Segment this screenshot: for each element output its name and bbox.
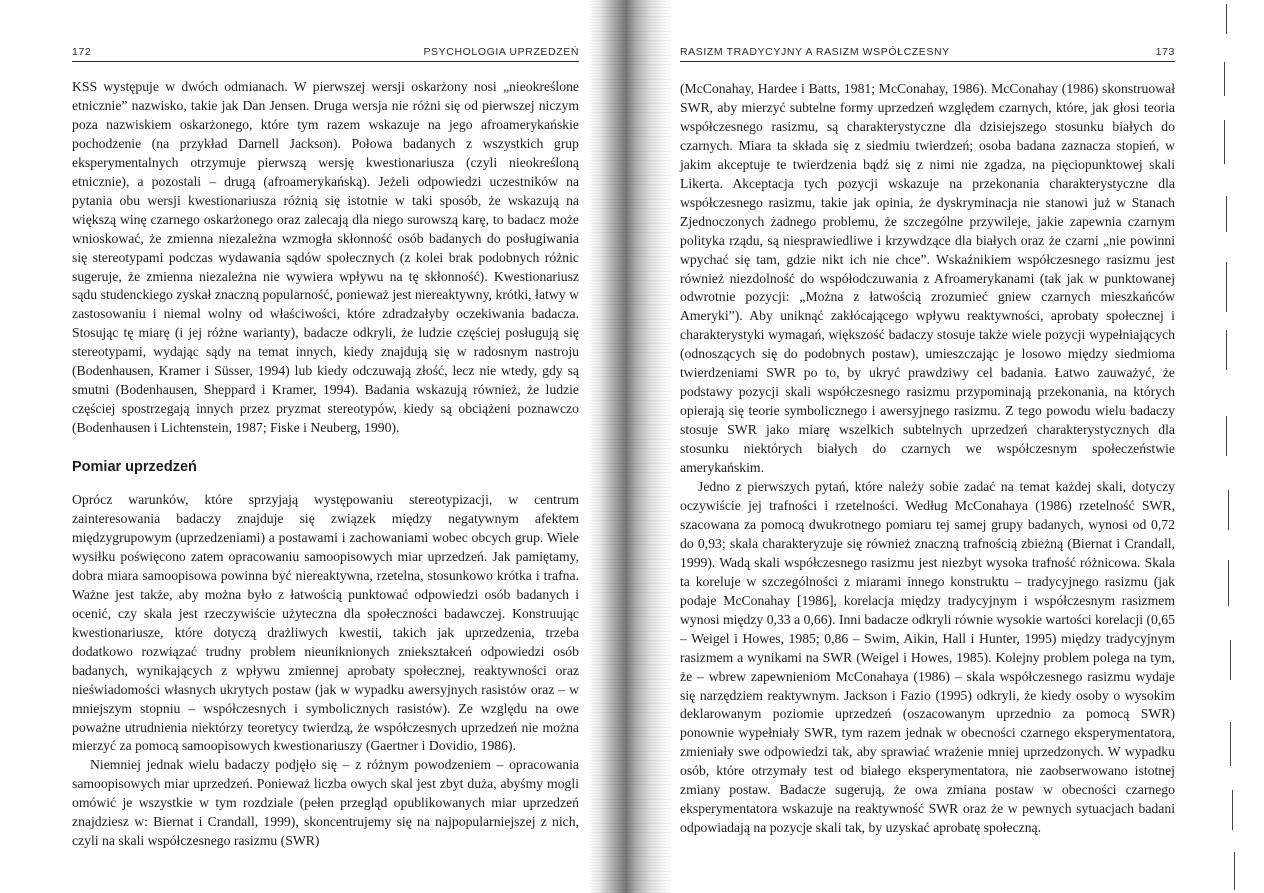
left-section-paragraph-1: Oprócz warunków, które sprzyjają występowaniu stereotypizacji, w centrum zainteresowania badaczy znajduje się związek między negatywnym afektem międzygrupowym (uprzedzeniami) a postawami i zachowaniami wobec obcych grup. Wiele wysiłku poświęcono zatem opracowaniu samoopisowych miar uprzedzeń. Jak pamiętamy, dobra miara samoopisowa powinna być niereaktywna, rzetelna, stosunkowo krótka i trafna. Ważne jest także, aby można było z łatwością punktować odpowiedzi osób badanych i ocenić, czy skala jest rzeczywiście użyteczna dla społeczności badawczej. Konstruując kwestionariusze, które dotyczą drażliwych kwestii, takich jak uprzedzenia, trzeba dodatkowo rozwiązać trudny problem nieuniknionych zniekształceń odpowiedzi osób badanych, wynikających z wpływu zmiennej aprobaty społecznej, reaktywności oraz nieświadomości własnych ukrytych postaw (jak w wypadku awersyjnych rasistów oraz – w mniejszym stopniu – współczesnych i symbolicznych rasistów). Ze względu na owe poważne utrudnienia niektórzy teoretycy twierdzą, że współczesnych uprzedzeń nie można mierzyć za pomocą samoopisowych kwestionariuszy (Gaertner i Dovidio, 1986). [72, 492, 579, 754]
left-running-head: PSYCHOLOGIA UPRZEDZEŃ [423, 46, 579, 58]
left-paragraph-1: KSS występuje w dwóch odmianach. W pierwszej wersji oskarżony nosi „nieokreślone etnicznie” nazwisko, takie jak Dan Jensen. Druga wersja nie różni się od pierwszej niczym poza nazwiskiem oskarżonego, które tym razem wskazuje na jego afroamerykańskie pochodzenie (na przykład Darnell Jackson). Połowa badanych z wszystkich grup eksperymentalnych otrzymuje pierwszą wersję kwestionariusza (czyli nieokreśloną etnicznie), a pozostali – drugą (afroamerykańską). Jeżeli odpowiedzi uczestników na pytania obu wersji kwestionariusza różnią się istotnie w taki sposób, że wskazują na większą winę czarnego oskarżonego oraz zalecają dla niego surowszą karę, to badacz może wnioskować, że zmienna niezależna wzmogła skłonność osób badanych do posługiwania się stereotypami podczas wydawania sądów społecznych (z kolei brak podobnych różnic sugeruje, że zmienna niezależna nie wywiera wpływu na tę skłonność). Kwestionariusz sądu studenckiego zyskał znaczną popularność, ponieważ jest niereaktywny, krótki, łatwy w zastosowaniu i niemal wolny od właściwości, które zdradzałyby oczekiwania badacza. Stosując tę miarę (i jej różne warianty), badacze odkryli, że ludzie częściej posługują się stereotypami, wydając sądy na temat innych, kiedy znajdują się w radosnym nastroju (Bodenhausen, Kramer i Süsser, 1994) lub kiedy odczuwają złość, lecz nie wtedy, gdy są smutni (Bodenhausen, Sheppard i Kramer, 1994). Badania wskazują również, że ludzie częściej spostrzegają innych przez pryzmat stereotypów, kiedy są obciążeni poznawczo (Bodenhausen i Lichtenstein, 1987; Fiske i Neuberg, 1990). [72, 79, 579, 436]
left-page [0, 0, 600, 893]
edge-mark [1226, 4, 1227, 34]
edge-mark [1226, 196, 1227, 232]
edge-mark [1232, 790, 1233, 830]
right-page-number: 173 [1155, 46, 1175, 58]
edge-mark [1228, 490, 1229, 530]
book-gutter-shadow [590, 0, 670, 893]
right-page-header [680, 44, 1175, 62]
edge-mark [1226, 262, 1227, 312]
section-heading: Pomiar uprzedzeń [72, 459, 197, 476]
left-section-paragraph-2: Niemniej jednak wielu badaczy podjęło się – z różnym powodzeniem – opracowania samoopisowych miar uprzedzeń. Ponieważ liczba owych skal jest zbyt duża, abyśmy mogli omówić je wszystkie w tym rozdziale (pełen przegląd opublikowanych miar uprzedzeń znajdziesz w: Biernat i Crandall, 1999), skoncentrujemy się na najpopularniejszej z nich, czyli na skali współczesnego rasizmu (SWR) [72, 757, 579, 849]
edge-mark [1230, 640, 1231, 680]
right-paragraph-2: Jedno z pierwszych pytań, które należy sobie zadać na temat każdej skali, dotyczy oczywiście jej trafności i rzetelności. Według McConahaya (1986) rzetelność SWR, szacowana za pomocą dwukrotnego pomiaru tej samej grupy badanych, wynosi od 0,72 do 0,93; skala charakteryzuje się również znaczną trafnością zbieżną (Biernat i Crandall, 1999). Wadą skali współczesnego rasizmu jest niezbyt wysoka trafność różnicowa. Skala ta koreluje w szczególności z miarami innego konstruktu – tradycyjnego rasizmu (jak podaje McConahay [1986], korelacja między tradycyjnym i współczesnym rasizmem wynosi między 0,33 a 0,66). Inni badacze odkryli równie wysokie wartości korelacji (0,65 – Weigel i Howes, 1985; 0,86 – Swim, Aikin, Hall i Hunter, 1995) między tradycyjnym rasizmem a wynikami na SWR (Weigel i Howes, 1985). Kolejny problem polega na tym, że – wbrew zapewnieniom McConahaya (1986) – skala współczesnego rasizmu wydaje się narzędziem reaktywnym. Jackson i Fazio (1995) odkryli, że kiedy osoby o wysokim deklarowanym poziomie uprzedzeń (oszacowanym uprzednio za pomocą SWR) ponownie wypełniały SWR, tym razem jednak w obecności czarnego eksperymentatora, zmieniały swe odpowiedzi tak, aby sprawiać wrażenie mniej uprzedzonych. W wypadku osób, które otrzymały test od białego eksperymentatora, nie zaobserwowano istotnej zmiany postaw. Badacze sugerują, że owa zmiana postaw w obecności czarnego eksperymentatora wskazuje na reaktywność SWR oraz że w pewnych sytuacjach badani odpowiadają na pozycje skali tak, by uzyskać aprobatę społeczną. [680, 479, 1175, 836]
right-page [664, 0, 1264, 893]
edge-mark [1226, 330, 1227, 370]
left-header-rule [72, 61, 579, 62]
edge-mark [1234, 852, 1235, 890]
left-page-number: 172 [72, 46, 92, 58]
right-running-head: RASIZM TRADYCYJNY A RASIZM WSPÓŁCZESNY [680, 46, 950, 58]
left-page-header [72, 44, 579, 62]
scan-edge-marks [1212, 0, 1264, 893]
left-text-column [72, 78, 579, 851]
edge-mark [1230, 722, 1231, 766]
edge-mark [1224, 120, 1225, 164]
right-header-rule [680, 61, 1175, 62]
right-text-column [680, 80, 1175, 838]
edge-mark [1224, 62, 1225, 96]
edge-mark [1228, 560, 1229, 606]
edge-mark [1226, 416, 1227, 456]
right-paragraph-1: (McConahay, Hardee i Batts, 1981; McConahay, 1986). McConahay (1986) skonstruował SWR, aby mierzyć subtelne formy uprzedzeń względem czarnych, które, jak głosi teoria współczesnego rasizmu, są charakterystyczne dla dzisiejszego stosunku białych do czarnych. Miara ta składa się z siedmiu twierdzeń; osoba badana zaznacza stopień, w jakim akceptuje te twierdzenia bądź się z nimi nie zgadza, na pięciopunktowej skali Likerta. Akceptacja tych pozycji wskazuje na przekonania charakterystyczne dla współczesnego rasizmu, takie jak opinia, że dyskryminacja nie stanowi już w Stanach Zjednoczonych żadnego problemu, że szczególne przywileje, jakie zapewnia czarnym polityka rządu, są niesprawiedliwe i krzywdzące dla białych oraz że czarni „nie powinni wpychać się tam, gdzie nikt ich nie chce”. Wskaźnikiem współczesnego rasizmu jest również niezdolność do współodczuwania z Afroamerykanami (tak jak w punktowanej odwrotnie pozycji: „Można z łatwością zrozumieć gniew czarnych mieszkańców Ameryki”). Aby uniknąć zakłócającego wpływu reaktywności, aprobaty społecznej i charakterystyki wymagań, większość badaczy stosuje także wiele pozycji wypełniających (odnoszących się do podobnych postaw), umieszczając je losowo między siedmioma twierdzeniami SWR po to, by ukryć prawdziwy cel badania. Łatwo zauważyć, że podstawy pozycji skali współczesnego rasizmu przypominają przekonania, na których opierają się teorie symbolicznego i awersyjnego rasizmu. Z tego powodu wielu badaczy stosuje SWR jako miarę wszelkich subtelnych uprzedzeń charakterystycznych dla stosunku niektórych białych do czarnych we współczesnym społeczeństwie amerykańskim. [680, 81, 1175, 476]
